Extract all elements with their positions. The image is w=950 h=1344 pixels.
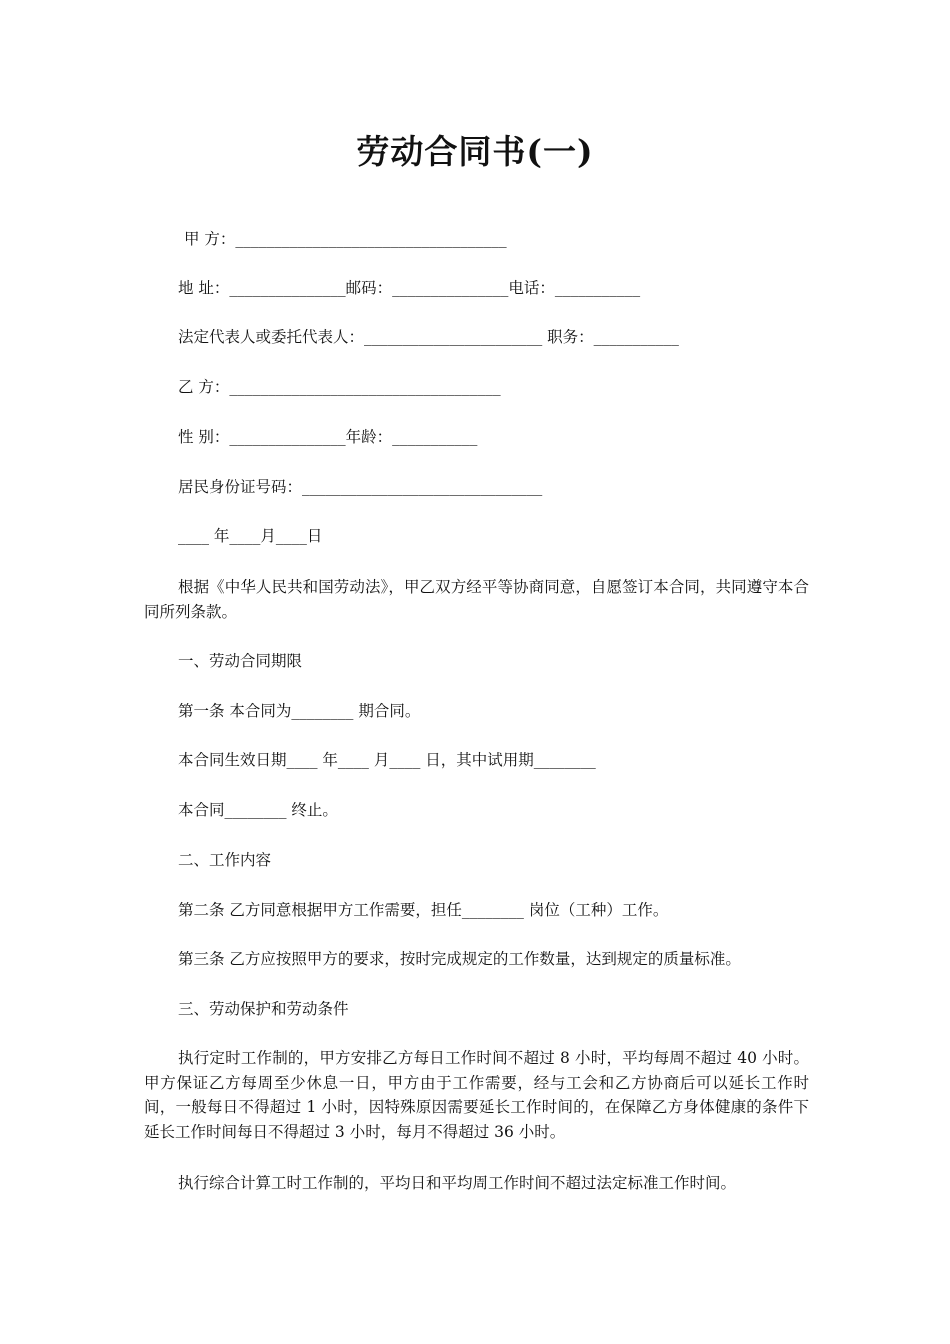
preamble-paragraph: 根据《中华人民共和国劳动法》，甲乙双方经平等协商同意，自愿签订本合同，共同遵守本合同所列条款。 (144, 578, 809, 621)
legal-representative-line: 法定代表人或委托代表人：_______________________ 职务：___________ (178, 328, 679, 346)
article-2: 第二条 乙方同意根据甲方工作需要，担任________ 岗位（工种）工作。 (178, 901, 669, 919)
section-1-heading: 一、劳动合同期限 (178, 652, 303, 670)
article-3: 第三条 乙方应按照甲方的要求，按时完成规定的工作数量，达到规定的质量标准。 (178, 950, 741, 968)
document-title: 劳动合同书(一) (356, 132, 594, 171)
section-3-heading: 三、劳动保护和劳动条件 (178, 1000, 349, 1018)
party-a-field: 甲 方：___________________________________ (184, 230, 507, 248)
section-2-heading: 二、工作内容 (178, 851, 272, 869)
id-number-line: 居民身份证号码：_______________________________ (178, 478, 543, 496)
comprehensive-hours-paragraph: 执行综合计算工时工作制的，平均日和平均周工作时间不超过法定标准工作时间。 (178, 1174, 737, 1192)
address-line: 地 址：_______________邮码：_______________电话：___________ (178, 279, 641, 297)
article-1: 第一条 本合同为________ 期合同。 (178, 702, 421, 720)
party-b-field: 乙 方：___________________________________ (178, 378, 501, 396)
date-line: ____ 年____月____日 (178, 527, 323, 545)
effective-date-line: 本合同生效日期____ 年____ 月____ 日，其中试用期________ (178, 751, 596, 769)
gender-age-line: 性 别：_______________年龄：___________ (178, 428, 478, 446)
termination-line: 本合同________ 终止。 (178, 801, 338, 819)
working-hours-paragraph: 执行定时工作制的，甲方安排乙方每日工作时间不超过 8 小时，平均每周不超过 40 小时。甲方保证乙方每周至少休息一日，甲方由于工作需要，经与工会和乙方协商后可以延长工作时间，一般每日不得超过 1 小时，因特殊原因需要延长工作时间的，在保障乙方身体健康的条件下延长工作时间每日不得超过 3 小时，每月不得超过 36 小时。 (144, 1049, 809, 1141)
